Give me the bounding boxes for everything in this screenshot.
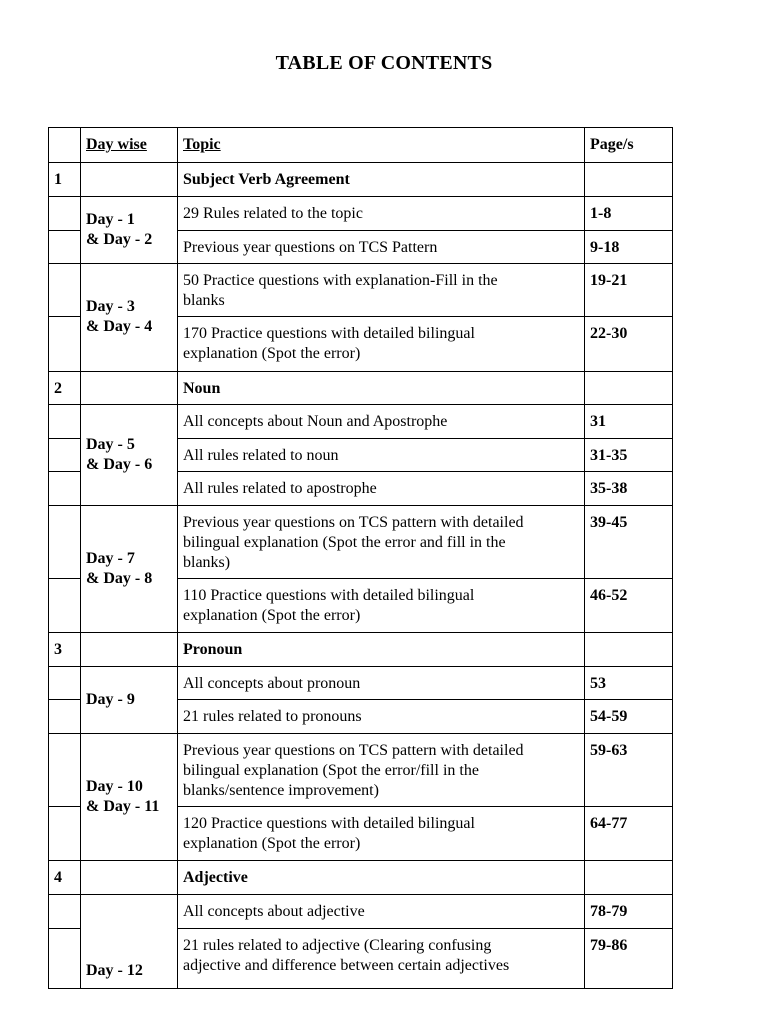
entry-topic-line: explanation (Spot the error)	[183, 607, 361, 624]
entry-pages: 46-52	[590, 587, 628, 604]
entry-topic-line: 110 Practice questions with detailed bilingual	[183, 587, 475, 604]
entry-topic-line: Previous year questions on TCS Pattern	[183, 239, 438, 256]
entry-pages: 1-8	[590, 205, 612, 222]
entry-topic-line: 50 Practice questions with explanation-Fill in the	[183, 272, 498, 289]
entry-topic-line: blanks	[183, 292, 225, 309]
day-group-label: Day - 1	[86, 210, 135, 228]
entry-topic-line: blanks/sentence improvement)	[183, 782, 379, 799]
table-rule	[177, 806, 673, 807]
entry-topic-line: blanks)	[183, 554, 231, 571]
table-rule	[48, 666, 673, 667]
table-rule	[177, 230, 673, 231]
table-rule	[177, 438, 673, 439]
entry-topic-line: All concepts about adjective	[183, 903, 365, 920]
table-rule	[48, 806, 80, 807]
table-rule	[48, 988, 673, 989]
entry-pages: 22-30	[590, 325, 628, 342]
table-rule	[48, 404, 673, 405]
header-day: Day wise	[86, 136, 147, 153]
table-rule	[48, 196, 673, 197]
table-rule	[48, 471, 80, 472]
entry-topic-line: explanation (Spot the error)	[183, 345, 361, 362]
entry-topic-line: bilingual explanation (Spot the error/fill in the	[183, 762, 479, 779]
table-rule	[48, 699, 80, 700]
table-rule	[48, 505, 673, 506]
table-rule	[48, 230, 80, 231]
entry-pages: 53	[590, 675, 606, 692]
day-group-label: Day - 3	[86, 298, 135, 315]
entry-pages: 31	[590, 413, 606, 430]
day-group-label: Day - 9	[86, 690, 135, 708]
table-rule	[48, 162, 673, 163]
table-rule	[48, 438, 80, 439]
entry-pages: 19-21	[590, 272, 628, 289]
entry-pages: 31-35	[590, 447, 628, 464]
section-number: 4	[54, 869, 62, 886]
header-pages: Page/s	[590, 136, 634, 153]
section-number: 3	[54, 641, 62, 658]
table-rule	[48, 733, 673, 734]
toc-table	[48, 127, 673, 989]
section-title: Adjective	[183, 869, 248, 886]
table-rule	[177, 316, 673, 317]
section-number: 1	[54, 171, 62, 188]
table-rule	[48, 894, 673, 895]
day-group-label: Day - 7	[86, 549, 135, 567]
entry-pages: 39-45	[590, 514, 628, 531]
entry-pages: 54-59	[590, 708, 628, 725]
day-group-label: Day - 12	[86, 962, 143, 979]
table-rule	[177, 578, 673, 579]
day-group-label: Day - 5	[86, 435, 135, 453]
table-rule	[48, 371, 673, 372]
entry-topic-line: 21 rules related to pronouns	[183, 708, 362, 725]
entry-pages: 9-18	[590, 239, 620, 256]
day-group-label: & Day - 8	[86, 569, 153, 587]
table-rule	[48, 127, 673, 128]
entry-topic-line: adjective and difference between certain adjectives	[183, 957, 510, 974]
entry-topic-line: All rules related to apostrophe	[183, 480, 377, 497]
entry-pages: 78-79	[590, 903, 628, 920]
table-rule	[48, 578, 80, 579]
entry-pages: 35-38	[590, 480, 628, 497]
day-group-label: & Day - 11	[86, 797, 160, 815]
entry-topic-line: Previous year questions on TCS pattern with detailed	[183, 514, 524, 531]
table-rule	[80, 127, 81, 989]
table-rule	[48, 632, 673, 633]
page-title: TABLE OF CONTENTS	[275, 52, 493, 74]
table-rule	[177, 928, 673, 929]
entry-topic-line: 170 Practice questions with detailed bilingual	[183, 325, 475, 342]
day-group-label: & Day - 2	[86, 230, 153, 248]
entry-topic-line: All concepts about pronoun	[183, 675, 361, 692]
table-rule	[177, 699, 673, 700]
day-group-label: & Day - 6	[86, 455, 153, 473]
entry-topic-line: 120 Practice questions with detailed bilingual	[183, 815, 475, 832]
section-title: Noun	[183, 380, 221, 397]
table-rule	[177, 127, 178, 989]
day-group-label: Day - 10	[86, 777, 143, 795]
table-rule	[48, 860, 673, 861]
section-title: Subject Verb Agreement	[183, 171, 350, 188]
entry-topic-line: 29 Rules related to the topic	[183, 205, 363, 222]
entry-topic-line: All concepts about Noun and Apostrophe	[183, 413, 448, 430]
entry-pages: 64-77	[590, 815, 628, 832]
entry-topic-line: All rules related to noun	[183, 447, 339, 464]
entry-topic-line: Previous year questions on TCS pattern with detailed	[183, 742, 524, 759]
entry-topic-line: bilingual explanation (Spot the error and fill in the	[183, 534, 506, 551]
entry-topic-line: explanation (Spot the error)	[183, 835, 361, 852]
day-group-label: & Day - 4	[86, 318, 153, 335]
section-title: Pronoun	[183, 641, 243, 658]
header-topic: Topic	[183, 136, 221, 153]
entry-pages: 79-86	[590, 937, 628, 954]
table-rule	[177, 471, 673, 472]
section-number: 2	[54, 380, 62, 397]
table-rule	[48, 928, 80, 929]
table-rule	[48, 316, 80, 317]
entry-topic-line: 21 rules related to adjective (Clearing confusing	[183, 937, 492, 954]
entry-pages: 59-63	[590, 742, 628, 759]
table-rule	[48, 263, 673, 264]
table-rule	[584, 127, 585, 989]
